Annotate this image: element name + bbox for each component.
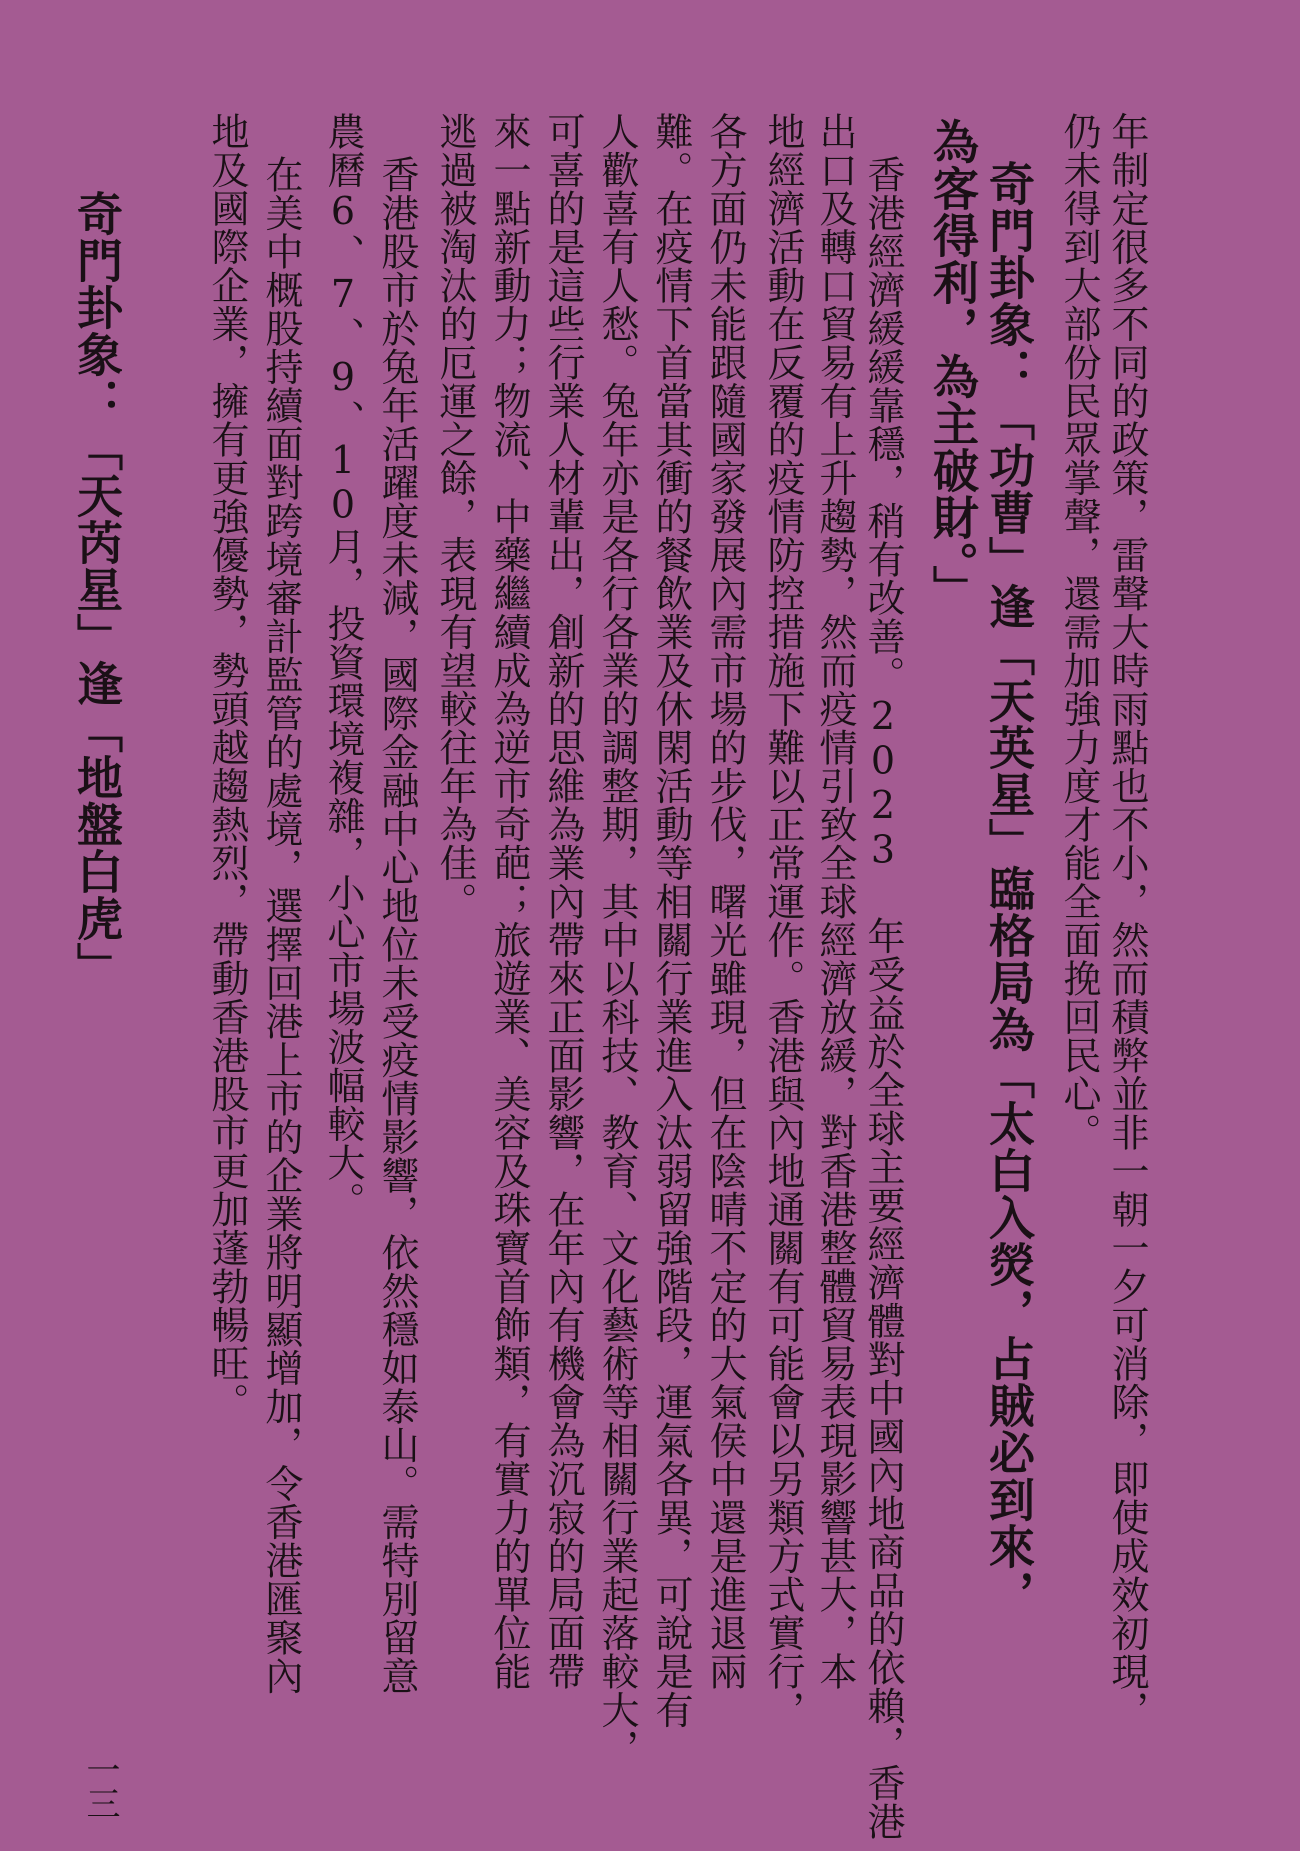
body-text-column: 在美中概股持續面對跨境審計監管的處境，選擇回港上市的企業將明顯增加，令香港匯聚內: [259, 155, 303, 1695]
page-number: 一三: [80, 1752, 120, 1820]
section-heading: 奇門卦象：「天芮星」逢「地盤白虎」: [70, 190, 124, 989]
body-text-column: 可喜的是這些行業人材輩出，創新的思維為業內帶來正面影響，在年內有機會為沉寂的局面帶: [541, 112, 585, 1691]
body-text-column: 出口及轉口貿易有上升趨勢，然而疫情引致全球經濟放緩，對香港整體貿易表現影響甚大，本: [813, 112, 857, 1691]
body-text-column: 仍未得到大部份民眾掌聲，還需加強力度才能全面挽回民心。: [1057, 112, 1101, 1152]
body-text-column: 地經濟活動在反覆的疫情防控措施下難以正常運作。香港與內地通關有可能會以另類方式實行，: [761, 112, 805, 1729]
body-text-column: 各方面仍未能跟隨國家發展內需市場的步伐，曙光雖現，但在陰晴不定的大氣侯中還是進退兩: [703, 112, 747, 1691]
body-text-column: 香港經濟緩緩靠穩，稍有改善。2023 年受益於全球主要經濟體對中國內地商品的依賴，香港: [861, 155, 905, 1841]
body-text-column: 農曆6、7、9、10月，投資環境複雜，小心市場波幅較大。: [321, 112, 365, 1220]
section-heading: 奇門卦象：「功曹」逢「天英星」臨格局為「太白入熒，占賊必到來，: [982, 160, 1036, 1617]
body-text-column: 年制定很多不同的政策，雷聲大時雨點也不小，然而積弊並非一朝一夕可消除，即使成效初現，: [1105, 112, 1149, 1729]
body-text-column: 逃過被淘汰的厄運之餘，表現有望較往年為佳。: [433, 112, 477, 921]
body-text-column: 來一點新動力；物流、中藥繼續成為逆市奇葩；旅遊業、美容及珠寶首飾類，有實力的單位能: [487, 112, 531, 1691]
body-text-column: 香港股市於兔年活躍度未減，國際金融中心地位未受疫情影響，依然穩如泰山。需特別留意: [375, 155, 419, 1695]
section-heading: 為客得利，為主破財。」: [926, 118, 980, 612]
body-text-column: 人歡喜有人愁。兔年亦是各行各業的調整期，其中以科技、教育、文化藝術等相關行業起落較大，: [595, 112, 639, 1768]
body-text-column: 地及國際企業，擁有更強優勢，勢頭越趨熱烈，帶動香港股市更加蓬勃暢旺。: [205, 112, 249, 1421]
body-text-column: 難。在疫情下首當其衝的餐飲業及休閑活動等相關行業進入汰弱留強階段，運氣各異，可說是有: [649, 112, 693, 1729]
